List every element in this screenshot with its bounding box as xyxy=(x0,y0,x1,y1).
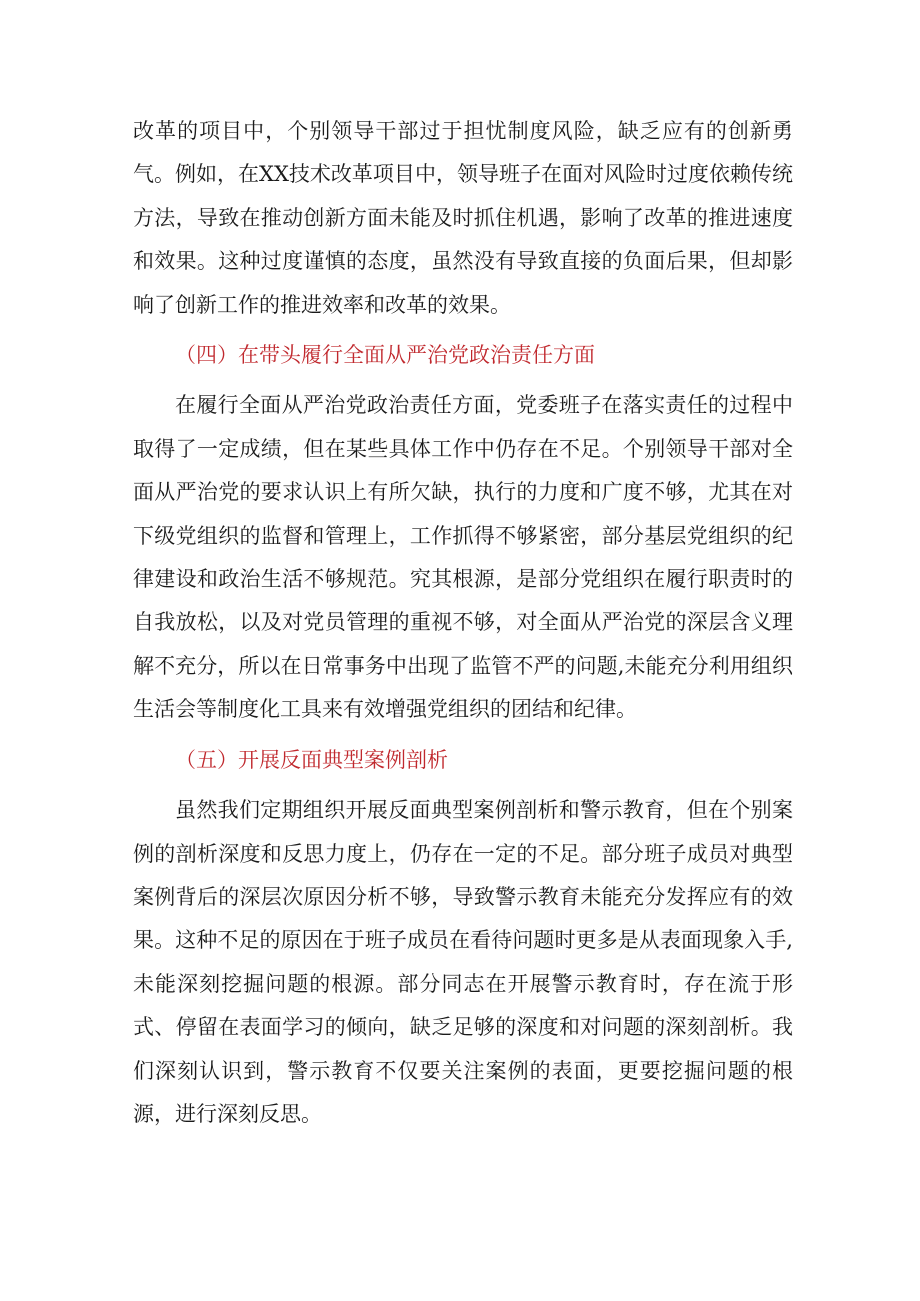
section-4-paragraph: 在履行全面从严治党政治责任方面，党委班子在落实责任的过程中取得了一定成绩，但在某些具体工作中仍存在不足。个别领导干部对全面从严治党的要求认识上有所欠缺，执行的力度和广度不够，尤其在对下级党组织的监督和管理上，工作抓得不够紧密，部分基层党组织的纪律建设和政治生活不够规范。究其根源，是部分党组织在履行职责时的自我放松，以及对党员管理的重视不够，对全面从严治党的深层含义理解不充分，所以在日常事务中出现了监管不严的问题,未能充分利用组织生活会等制度化工具来有效增强党组织的团结和纪律。 xyxy=(133,393,793,722)
section-4-heading: （四）在带头履行全面从严治党政治责任方面 xyxy=(175,343,595,368)
continued-paragraph: 改革的项目中，个别领导干部过于担忧制度风险，缺乏应有的创新勇气。例如，在XX技术改革项目中，领导班子在面对风险时过度依赖传统方法，导致在推动创新方面未能及时抓住机遇，影响了改革的推进速度和效果。这种过度谨慎的态度，虽然没有导致直接的负面后果，但却影响了创新工作的推进效率和改革的效果。 xyxy=(133,119,793,317)
section-5-heading: （五）开展反面典型案例剖析 xyxy=(175,747,448,772)
document-body xyxy=(133,110,793,1143)
section-5-paragraph: 虽然我们定期组织开展反面典型案例剖析和警示教育，但在个别案例的剖析深度和反思力度上，仍存在一定的不足。部分班子成员对典型案例背后的深层次原因分析不够，导致警示教育未能充分发挥应有的效果。这种不足的原因在于班子成员在看待问题时更多是从表面现象入手,未能深刻挖掘问题的根源。部分同志在开展警示教育时，存在流于形式、停留在表面学习的倾向，缺乏足够的深度和对问题的深刻剖析。我们深刻认识到，警示教育不仅要关注案例的表面，更要挖掘问题的根源，进行深刻反思。 xyxy=(133,798,793,1126)
